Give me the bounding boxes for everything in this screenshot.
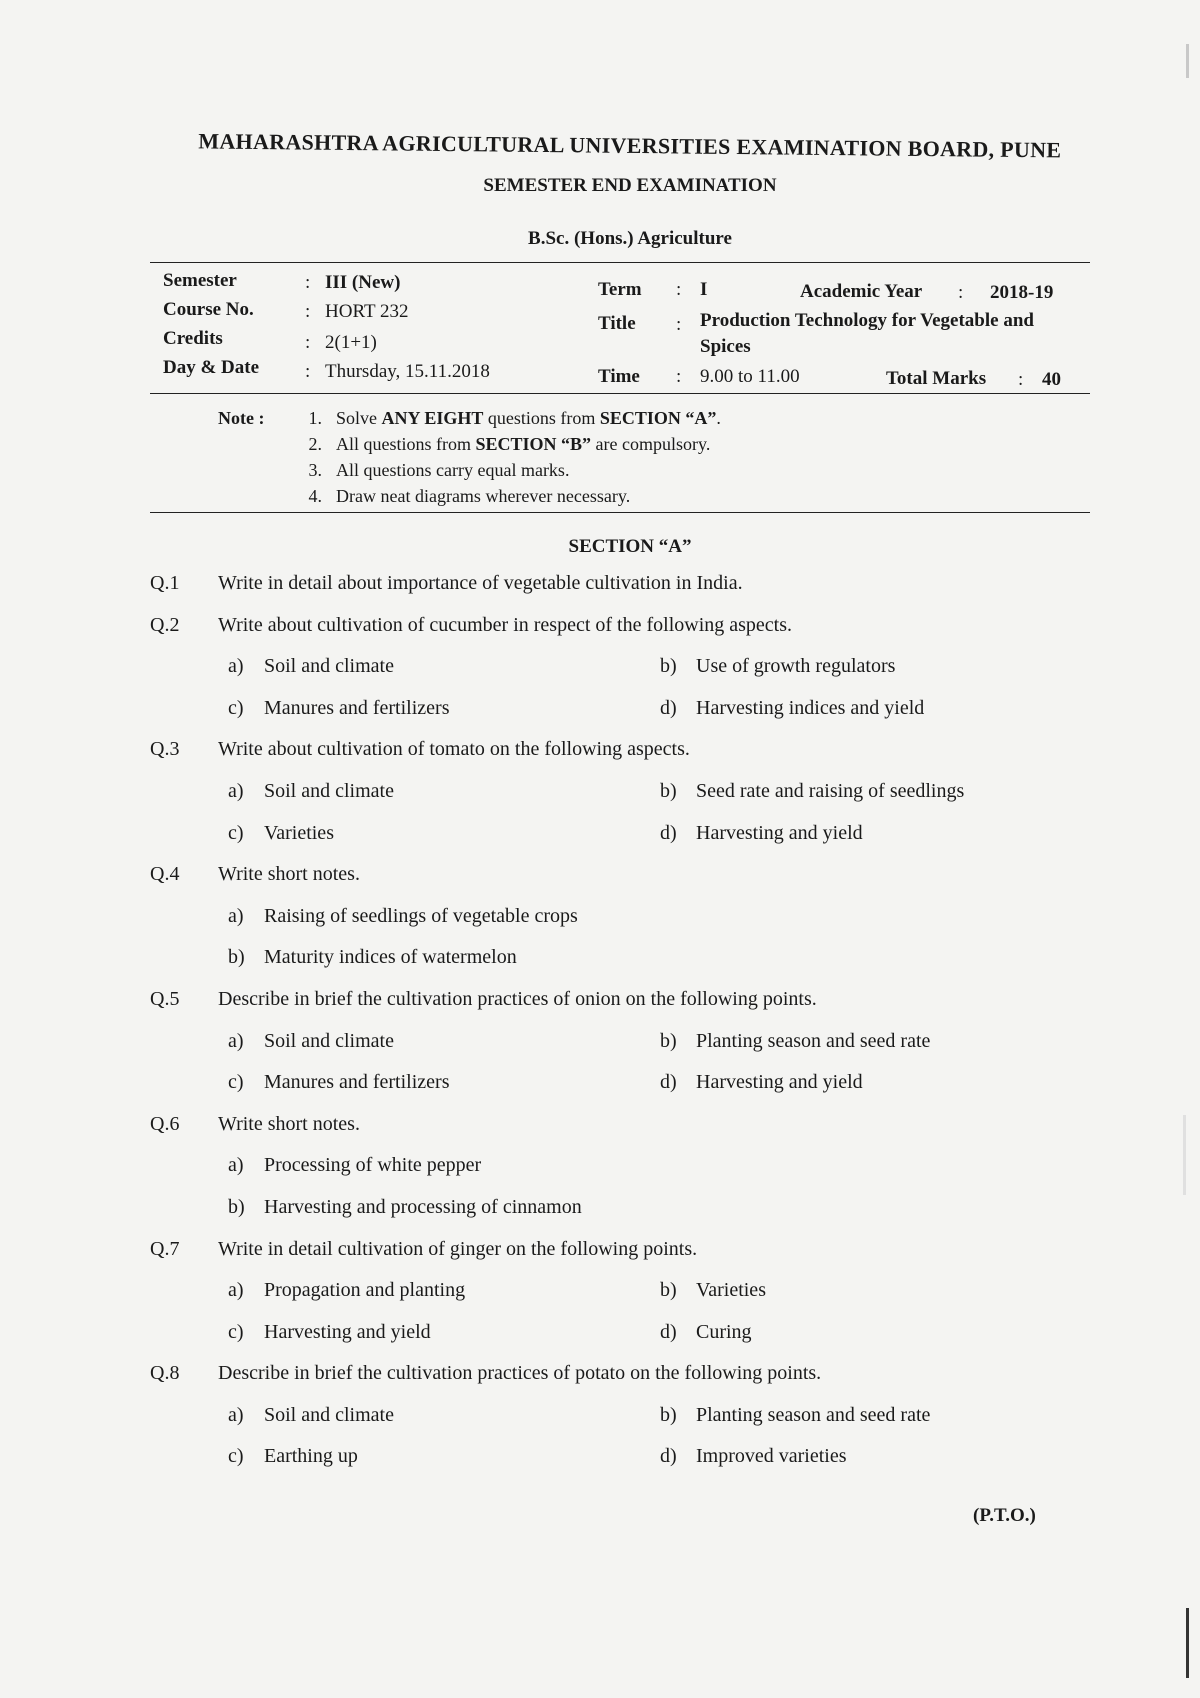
subpart-row [150,655,1070,697]
question-row [150,572,1070,614]
subpart-text: Varieties [696,1279,766,1302]
question-text: Describe in brief the cultivation practices of potato on the following points. [218,1362,822,1385]
subpart [660,1030,930,1053]
date-label: Day & Date [163,357,260,378]
subpart-text: Soil and climate [264,655,394,678]
subpart [228,780,394,803]
subpart [660,1279,766,1302]
subpart-letter: c) [228,696,244,719]
year-label: Academic Year [800,281,923,302]
subpart [660,1321,752,1344]
title-value-line2: Spices [700,336,751,357]
semester-sep: : [305,272,311,293]
subpart-text: Processing of white pepper [264,1154,482,1177]
subpart-row [150,697,1070,739]
note-number: 1. [308,408,322,428]
subpart [660,1404,930,1427]
questions-list [150,572,1070,1487]
section-a-title: SECTION “A” [568,536,692,557]
question-number: Q.5 [150,987,180,1010]
question-number: Q.7 [150,1237,180,1260]
title-sep: : [676,314,682,335]
subpart [228,1154,481,1177]
subpart [228,905,578,928]
question-row [150,1362,1070,1404]
subpart-text: Manures and fertilizers [264,1071,450,1094]
subpart-letter: a) [228,655,244,678]
meta-top-rule [150,262,1090,263]
subpart-letter: d) [660,1320,677,1343]
subpart-text: Improved varieties [696,1445,847,1468]
subpart-text: Raising of seedlings of vegetable crops [264,904,578,927]
subpart-text: Harvesting indices and yield [696,696,925,719]
subpart [660,822,863,845]
note-number: 3. [308,460,322,480]
note-text-bold: ANY EIGHT [381,408,484,428]
question-text: Write about cultivation of cucumber in respect of the following aspects. [218,613,793,636]
subpart [228,1196,582,1219]
note-text-bold: SECTION “B” [475,434,592,454]
subpart-letter: a) [228,1279,244,1302]
year-sep: : [958,282,964,303]
subpart-row [150,1154,1070,1196]
subpart-text: Harvesting and yield [696,1071,863,1094]
note-number: 4. [308,486,322,506]
question-row [150,614,1070,656]
question-row [150,1113,1070,1155]
note-text: All questions carry equal marks. [336,460,570,480]
year-value: 2018-19 [990,282,1054,303]
course-label: Course No. [163,299,254,320]
subpart-row [150,1030,1070,1072]
subpart [228,1445,358,1468]
subpart-text: Curing [696,1320,752,1343]
question-number: Q.3 [150,738,180,761]
subpart-text: Manures and fertilizers [264,696,450,719]
subpart-letter: a) [228,779,244,802]
note-text-part: . [716,408,721,428]
question-number: Q.6 [150,1112,180,1135]
subpart [228,655,394,678]
subpart-text: Planting season and seed rate [696,1403,931,1426]
subpart [228,1279,465,1302]
subpart-text: Seed rate and raising of seedlings [696,779,965,802]
subpart-letter: d) [660,1071,677,1094]
title-label: Title [598,313,636,334]
notes-bottom-rule [150,512,1090,513]
subpart-letter: d) [660,696,677,719]
please-turn-over: (P.T.O.) [973,1505,1036,1526]
subpart-row [150,1071,1070,1113]
question-text: Write in detail cultivation of ginger on the following points. [218,1237,698,1260]
subpart-row [150,946,1070,988]
term-sep: : [676,279,682,300]
subpart-letter: a) [228,1403,244,1426]
question-row [150,738,1070,780]
note-text [336,408,721,429]
subpart-text: Varieties [264,821,334,844]
subpart-letter: b) [660,1403,677,1426]
marks-value: 40 [1042,369,1061,390]
subpart-text: Propagation and planting [264,1279,466,1302]
subpart-letter: a) [228,1154,244,1177]
subpart [228,697,449,720]
subpart-text: Planting season and seed rate [696,1029,931,1052]
subpart [660,655,895,678]
note-text-part: Solve [336,408,382,428]
subpart-text: Earthing up [264,1445,358,1468]
question-text: Describe in brief the cultivation practices of onion on the following points. [218,987,817,1010]
credits-sep: : [305,332,311,353]
subpart-row [150,1279,1070,1321]
subpart [660,1071,863,1094]
scan-edge-mark [1186,1608,1189,1678]
question-number: Q.1 [150,572,180,594]
date-value: Thursday, 15.11.2018 [325,361,490,382]
subpart-text: Harvesting and yield [696,821,863,844]
course-value: HORT 232 [325,301,409,322]
question-text: Write short notes. [218,1112,360,1135]
subpart-letter: b) [660,655,677,678]
question-text: Write about cultivation of tomato on the following aspects. [218,738,690,761]
question-row [150,988,1070,1030]
note-text-part: are compulsory. [591,434,711,454]
subpart [228,1321,431,1344]
subpart [228,1030,394,1053]
note-label: Note : [218,408,265,428]
subpart-letter: c) [228,1320,244,1343]
question-row [150,863,1070,905]
subpart [660,1445,847,1468]
degree-title: B.Sc. (Hons.) Agriculture [528,228,732,249]
subpart-text: Soil and climate [264,779,394,802]
subpart-letter: d) [660,821,677,844]
question-number: Q.8 [150,1362,180,1385]
subpart-letter: c) [228,1071,244,1094]
note-text [336,434,710,455]
scan-edge-mark [1186,44,1189,78]
subpart-letter: b) [228,1195,245,1218]
subpart [228,822,334,845]
time-sep: : [676,366,682,387]
subpart-text: Maturity indices of watermelon [264,946,517,969]
subpart-row [150,1321,1070,1363]
exam-title: SEMESTER END EXAMINATION [483,175,777,196]
subpart [660,780,964,803]
note-text: Draw neat diagrams wherever necessary. [336,486,631,506]
subpart-letter: b) [228,946,245,969]
subpart-text: Harvesting and yield [264,1320,431,1343]
subpart-row [150,822,1070,864]
subpart-row [150,1445,1070,1487]
course-sep: : [305,301,311,322]
note-text-bold: SECTION “A” [599,408,717,428]
subpart-row [150,905,1070,947]
note-text-part: All questions from [336,434,476,454]
subpart-letter: d) [660,1445,677,1468]
marks-sep: : [1018,369,1024,390]
term-value: I [700,279,708,300]
term-label: Term [598,279,642,300]
time-value: 9.00 to 11.00 [700,366,800,387]
subpart-letter: a) [228,1029,244,1052]
note-number: 2. [308,434,322,454]
subpart-letter: b) [660,1279,677,1302]
note-text-part: questions from [483,408,600,428]
board-title: MAHARASHTRA AGRICULTURAL UNIVERSITIES EXAMINATION BOARD, PUNE [198,128,1062,163]
semester-label: Semester [163,270,237,291]
question-row [150,1238,1070,1280]
subpart [228,1071,449,1094]
subpart-letter: b) [660,1029,677,1052]
question-text: Write in detail about importance of vegetable cultivation in India. [218,572,743,594]
subpart-row [150,780,1070,822]
subpart [228,1404,394,1427]
subpart-letter: c) [228,821,244,844]
question-number: Q.2 [150,613,180,636]
subpart-text: Harvesting and processing of cinnamon [264,1195,582,1218]
credits-value: 2(1+1) [325,332,377,353]
time-label: Time [598,366,640,387]
subpart-letter: b) [660,779,677,802]
question-text: Write short notes. [218,863,360,886]
question-number: Q.4 [150,863,180,886]
date-sep: : [305,361,311,382]
scan-edge-mark [1183,1115,1186,1195]
subpart-text: Soil and climate [264,1029,394,1052]
subpart-letter: a) [228,904,244,927]
credits-label: Credits [163,328,223,349]
marks-label: Total Marks [886,368,987,389]
subpart [660,697,924,720]
subpart-row [150,1404,1070,1446]
subpart [228,946,517,969]
subpart-text: Use of growth regulators [696,655,896,678]
subpart-row [150,1196,1070,1238]
subpart-letter: c) [228,1445,244,1468]
meta-bottom-rule [150,393,1090,394]
semester-value: III (New) [325,272,401,293]
title-value-line1: Production Technology for Vegetable and [700,310,1034,331]
subpart-text: Soil and climate [264,1403,394,1426]
